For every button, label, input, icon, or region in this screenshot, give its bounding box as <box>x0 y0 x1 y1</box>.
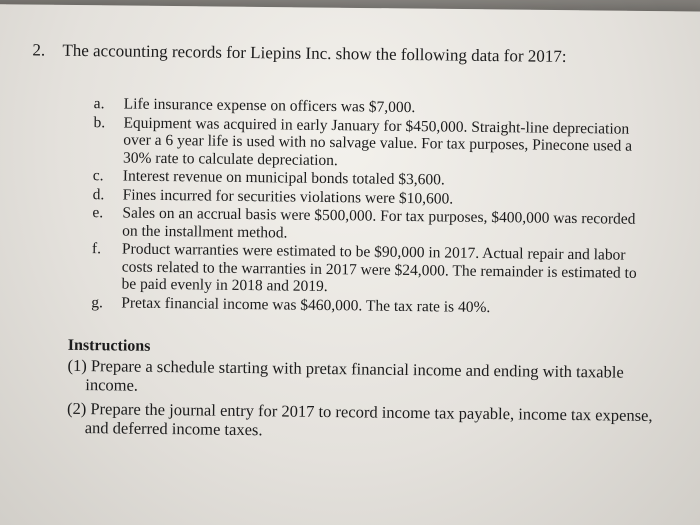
instructions-heading: Instructions <box>67 336 151 355</box>
data-items-list <box>91 95 654 319</box>
list-item <box>93 114 654 173</box>
item-text: Life insurance expense on officers was $7,000. <box>123 95 416 117</box>
list-item <box>92 204 652 246</box>
item-text: Product warranties were estimated to be $90,000 in 2017. Actual repair and labor costs related to the warranties in 2017 were $24,000. The remainder is estimated to be paid evenly in 2018 and 2019. <box>121 240 637 296</box>
problem-number: 2. <box>32 40 46 60</box>
item-text: Fines incurred for securities violations were $10,600. <box>122 186 454 208</box>
instruction-text: Prepare a schedule starting with pretax financial income and ending with taxable income. <box>85 356 624 395</box>
item-letter: b. <box>93 113 106 131</box>
instruction-index: (1) <box>67 355 87 376</box>
list-item <box>91 240 652 299</box>
item-letter: f. <box>91 240 102 258</box>
item-letter: a. <box>93 95 105 113</box>
item-letter: c. <box>92 167 104 185</box>
item-text: Interest revenue on municipal bonds totaled $3,600. <box>122 167 445 189</box>
instruction-item <box>67 399 667 444</box>
item-letter: g. <box>91 293 104 311</box>
instructions-section <box>67 337 668 449</box>
item-text: Sales on an accrual basis were $500,000. For tax purposes, $400,000 was recorded on the installment method. <box>122 204 636 242</box>
problem-title: The accounting records for Liepins Inc. show the following data for 2017: <box>62 40 567 66</box>
item-letter: d. <box>92 185 105 203</box>
instruction-index: (2) <box>66 398 87 419</box>
instruction-text: Prepare the journal entry for 2017 to record income tax payable, income tax expense, and deferred income taxes. <box>84 399 653 440</box>
item-text: Equipment was acquired in early January for $450,000. Straight-line depreciation over a 6 year life is used with no salvage value. For tax purposes, Pinecone used a 30% rate to calculate depreciation. <box>122 114 633 169</box>
problem-heading <box>32 40 566 67</box>
item-text: Pretax financial income was $460,000. The tax rate is 40%. <box>121 294 491 316</box>
instruction-item <box>67 356 667 401</box>
item-letter: e. <box>92 204 104 222</box>
